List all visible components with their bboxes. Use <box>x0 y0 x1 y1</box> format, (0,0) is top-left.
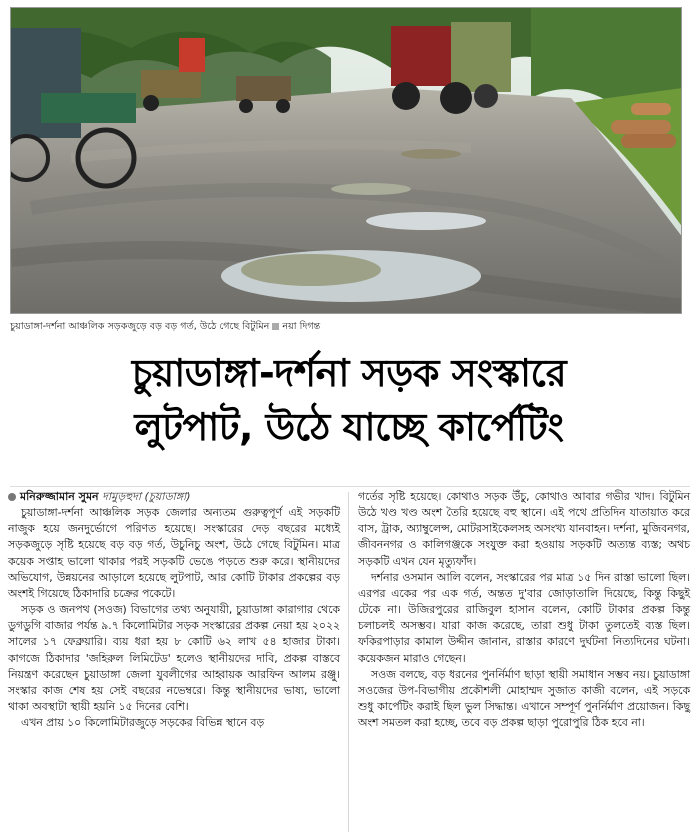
headline-rule <box>10 486 690 487</box>
paragraph: এখন প্রায় ১০ কিলোমিটারজুড়ে সড়কের বিভিন্ন স্থানে বড় <box>21 716 265 730</box>
paragraph: দর্শনার ওসমান আলি বলেন, সংস্কারের পর মাত্র ১৫ দিন রাস্তা ভালো ছিল। এরপর একের পর এক গর্ত, অন্তত দু'বার জোড়াতালি দিয়েছে, কিন্তু কিছুই টেকে না। উজিরপুরের রাজিবুল হাসান বলেন, কোটি টাকার প্রকল্প কিন্তু চলাচলই অসম্ভব। যারা কাজ করেছে, তারা শুধু টাকা তুলতেই ব্যস্ত ছিল। ফকিরপাড়ার কামাল উদ্দীন জানান, রাস্তার কারণে দুর্ঘটনা নিত্যদিনের ঘটনা। কয়েকজন মারাও গেছেন। <box>358 570 690 665</box>
headline-line-1: চুয়াডাঙ্গা-দর্শনা সড়ক সংস্কারে <box>131 351 567 395</box>
credit-square-icon <box>272 323 279 330</box>
news-photo <box>10 7 682 314</box>
paragraph: চুয়াডাঙ্গা-দর্শনা আঞ্চলিক সড়ক জেলার অন্যতম গুরুত্বপূর্ণ এই সড়কটি নাজুক হয়ে জনদুর্ভোগে পরিণত হয়েছে। সংস্কারের দেড় বছরের মধ্যেই সড়কজুড়ে সৃষ্টি হয়েছে বড় বড় গর্ত, উচুনিচু অংশ, উঠে গেছে বিটুমিন। মাত্র কয়েক সপ্তাহ ভালো থাকার পরই সড়কটি ভেঙে পড়তে শুরু করে। স্থানীয়দের অভিযোগ, উন্নয়নের আড়ালে হয়েছে লুটপাট, আর কোটি টাকার প্রকল্পের বড় অংশই গিয়েছে ঠিকাদারি চক্রের পকেটে। <box>8 506 340 600</box>
caption-credit: নয়া দিগন্ত <box>282 321 321 332</box>
body-column-right <box>358 489 690 731</box>
byline-author: মনিরুজ্জামান সুমন <box>20 490 99 503</box>
byline-bullet-icon <box>8 493 16 501</box>
byline-location: দামুড়হুদা (চুয়াডাঙ্গা) <box>102 490 191 503</box>
paragraph: সওজ বলছে, বড় ধরনের পুনর্নির্মাণ ছাড়া স্থায়ী সমাধান সম্ভব নয়। চুয়াডাঙ্গা সওজের উপ-বিভাগীয় প্রকৌশলী মোহাম্মদ সুজাত কাজী বলেন, এই সড়কে শুধু কার্পেটিং করাই ছিল ভুল সিদ্ধান্ত। এখানে সম্পূর্ণ পুনর্নির্মাণ প্রয়োজন। কিছু অংশ সমতল করা হচ্ছে, তবে বড় প্রকল্প ছাড়া পুরোপুরি ঠিক হবে না। <box>358 667 690 730</box>
headline <box>0 346 698 454</box>
column-divider <box>348 492 349 832</box>
byline <box>8 489 340 505</box>
paragraph: সড়ক ও জনপথ (সওজ) বিভাগের তথ্য অনুযায়ী, চুয়াডাঙ্গা কারাগার থেকে ডুগডুগি বাজার পর্যন্ত ৯.৭ কিলোমিটার সড়ক সংস্কারের প্রকল্প নেয়া হয় ২০২২ সালের ১৭ ফেব্রুয়ারি। ব্যয় ধরা হয় ৮ কোটি ৬২ লাখ ৫৪ হাজার টাকা। কাগজে ঠিকাদার 'জহিরুল লিমিটেড' হলেও স্থানীয়দের দাবি, প্রকল্প বাস্তবে নিয়ন্ত্রণ করেছেন চুয়াডাঙ্গা জেলা যুবলীগের আহ্বায়ক আরফিন আলম রঞ্জু। সংস্কার কাজ শেষ হয় সেই বছরের নভেম্বরে। কিন্তু স্থানীয়দের ভাষ্য, ভালো থাকা অবস্থাটা স্থায়ী হয়নি ১৫ দিনের বেশি। <box>8 603 340 714</box>
paragraph: গর্তের সৃষ্টি হয়েছে। কোথাও সড়ক উঁচু, কোথাও আবার গভীর খাদ। বিটুমিন উঠে খণ্ড খণ্ড অংশ তৈরি হয়েছে বহু স্থানে। এই পথে প্রতিদিন যাতায়াত করে বাস, ট্রাক, অ্যাম্বুলেন্স, মোটরসাইকেলসহ অসংখ্য যানবাহন। দর্শনা, মুজিবনগর, জীবননগর ও কালিগঞ্জকে সংযুক্ত করা হওয়ায় সড়কটি অত্যন্ত ব্যস্ত; অথচ সড়কটি এখন যেন মৃত্যুফাঁদ। <box>358 490 690 568</box>
headline-line-2: লুটপাট, উঠে যাচ্ছে কার্পেটিং <box>134 405 564 449</box>
photo-caption <box>10 320 690 335</box>
caption-text: চুয়াডাঙ্গা-দর্শনা আঞ্চলিক সড়কজুড়ে বড় বড় গর্ত, উঠে গেছে বিটুমিন <box>10 321 270 332</box>
body-column-left <box>8 489 340 731</box>
road-scene-image <box>11 8 682 314</box>
